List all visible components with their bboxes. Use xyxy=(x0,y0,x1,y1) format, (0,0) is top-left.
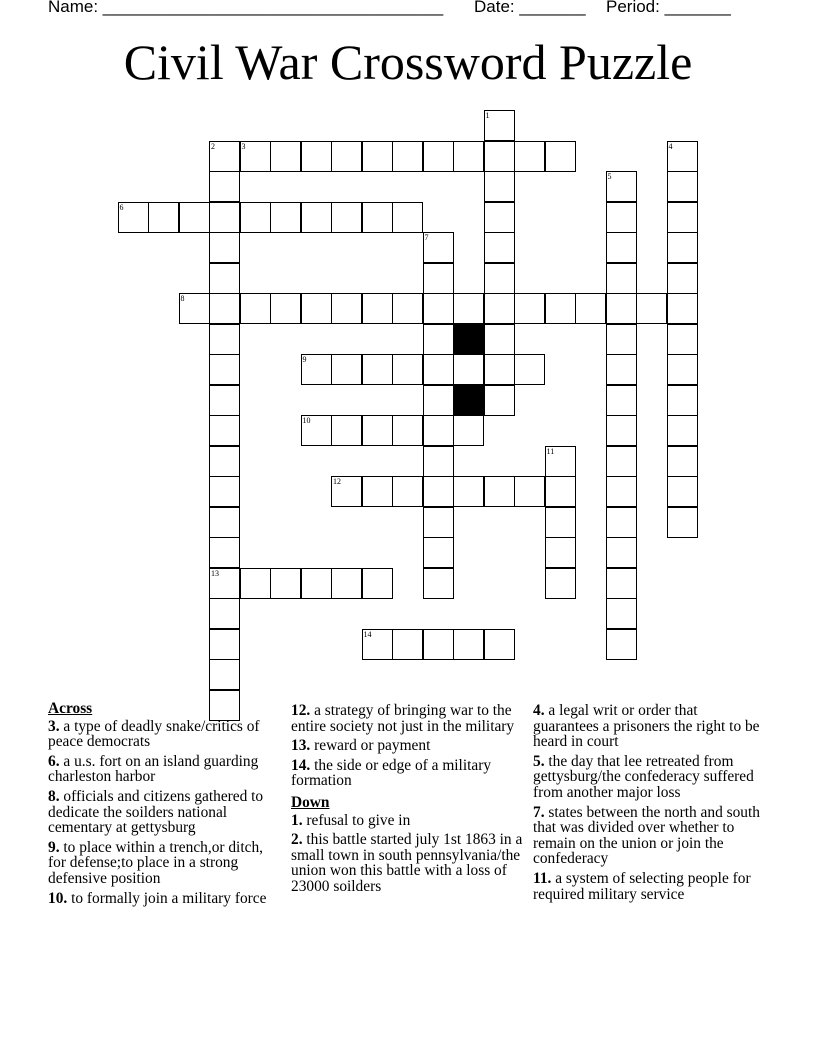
crossword-cell[interactable] xyxy=(606,629,637,660)
crossword-cell[interactable] xyxy=(301,568,332,599)
crossword-cell[interactable] xyxy=(209,659,240,690)
crossword-cell[interactable] xyxy=(331,415,362,446)
crossword-cell[interactable] xyxy=(331,568,362,599)
crossword-cell[interactable] xyxy=(606,568,637,599)
crossword-cell[interactable] xyxy=(667,171,698,202)
clue-across-12: 12. a strategy of bringing war to the entire society not just in the military xyxy=(291,702,515,735)
clue-across-8: 8. officials and citizens gathered to dedicate the soilders national cementary at gettysburg xyxy=(48,787,264,837)
crossword-cell[interactable] xyxy=(240,293,271,324)
crossword-cell[interactable] xyxy=(484,263,515,294)
across-heading: Across xyxy=(48,700,93,717)
crossword-cell[interactable] xyxy=(606,324,637,355)
crossword-cell[interactable] xyxy=(606,171,637,202)
crossword-cell[interactable] xyxy=(514,354,545,385)
crossword-cell[interactable] xyxy=(423,293,454,324)
crossword-cell[interactable] xyxy=(362,415,393,446)
period-field-label[interactable]: Period: _______ xyxy=(606,0,731,16)
crossword-cell[interactable] xyxy=(392,141,423,172)
clue-number: 3 xyxy=(241,141,246,151)
crossword-cell[interactable] xyxy=(545,141,576,172)
crossword-cell[interactable] xyxy=(453,354,484,385)
crossword-cell[interactable] xyxy=(484,232,515,263)
crossword-cell[interactable] xyxy=(362,568,393,599)
crossword-cell[interactable] xyxy=(392,354,423,385)
clue-number: 12 xyxy=(333,477,341,486)
crossword-cell[interactable] xyxy=(179,293,210,324)
down-heading: Down xyxy=(291,793,330,811)
crossword-cell[interactable] xyxy=(392,415,423,446)
crossword-cell[interactable] xyxy=(545,293,576,324)
date-field-label[interactable]: Date: _______ xyxy=(474,0,586,16)
crossword-cell[interactable] xyxy=(606,354,637,385)
crossword-cell[interactable] xyxy=(270,141,301,172)
crossword-cell[interactable] xyxy=(331,141,362,172)
clue-across-9: 9. to place within a trench,or ditch, for defense;to place in a strong defensive position xyxy=(48,838,263,887)
crossword-cell[interactable] xyxy=(484,354,515,385)
crossword-cell[interactable] xyxy=(423,568,454,599)
crossword-cell[interactable] xyxy=(270,202,301,233)
crossword-cell[interactable] xyxy=(606,537,637,568)
crossword-cell[interactable] xyxy=(606,598,637,629)
crossword-cell[interactable] xyxy=(667,385,698,416)
crossword-cell[interactable] xyxy=(423,629,454,660)
crossword-cell[interactable] xyxy=(270,293,301,324)
clue-down-4: 4. a legal writ or order that guarantees a prisoners the right to be heard in court xyxy=(533,702,760,751)
crossword-cell[interactable] xyxy=(209,385,240,416)
crossword-cell[interactable] xyxy=(484,629,515,660)
clue-across-10: 10. to formally join a military force xyxy=(48,889,267,907)
crossword-cell[interactable] xyxy=(209,232,240,263)
crossword-cell[interactable] xyxy=(545,568,576,599)
crossword-cell[interactable] xyxy=(606,415,637,446)
crossword-cell[interactable] xyxy=(392,629,423,660)
crossword-cell[interactable] xyxy=(331,202,362,233)
clue-number: 13 xyxy=(211,568,219,578)
crossword-cell[interactable] xyxy=(179,202,210,233)
crossword-cell[interactable] xyxy=(392,476,423,507)
crossword-cell[interactable] xyxy=(209,354,240,385)
clue-number: 11 xyxy=(546,446,555,456)
clue-number: 14 xyxy=(363,629,372,639)
clues-column-3 xyxy=(533,699,765,906)
name-field-label[interactable]: Name: ____________________________________ xyxy=(48,0,444,16)
crossword-cell[interactable] xyxy=(240,568,271,599)
crossword-cell[interactable] xyxy=(514,293,545,324)
crossword-cell[interactable] xyxy=(240,202,271,233)
crossword-cell[interactable] xyxy=(667,232,698,263)
crossword-cell[interactable] xyxy=(423,263,454,294)
crossword-cell[interactable] xyxy=(392,202,423,233)
crossword-cell[interactable] xyxy=(209,598,240,629)
crossword-cell[interactable] xyxy=(362,202,393,233)
crossword-cell[interactable] xyxy=(453,293,484,324)
clue-down-1: 1. refusal to give in xyxy=(291,811,411,829)
crossword-cell[interactable] xyxy=(301,141,332,172)
clues-column-2 xyxy=(291,699,523,899)
crossword-cell[interactable] xyxy=(667,263,698,294)
crossword-cell[interactable] xyxy=(301,293,332,324)
clue-down-2: 2. this battle started july 1st 1863 in a small town in south pennsylvania/the union won this battle with a loss of 23000 soilders xyxy=(291,831,523,895)
crossword-cell[interactable] xyxy=(484,202,515,233)
crossword-cell[interactable] xyxy=(209,263,240,294)
crossword-cell[interactable] xyxy=(606,232,637,263)
clue-across-14: 14. the side or edge of a military formation xyxy=(291,756,492,790)
crossword-cell[interactable] xyxy=(606,385,637,416)
crossword-cell[interactable] xyxy=(514,476,545,507)
crossword-cell[interactable] xyxy=(301,354,332,385)
crossword-cell[interactable] xyxy=(667,324,698,355)
crossword-cell[interactable] xyxy=(545,537,576,568)
crossword-cell[interactable] xyxy=(301,415,332,446)
crossword-cell[interactable] xyxy=(270,568,301,599)
clue-number: 6 xyxy=(119,202,124,212)
crossword-cell[interactable] xyxy=(423,232,454,263)
crossword-cell[interactable] xyxy=(209,202,240,233)
clue-down-5: 5. the day that lee retreated from gettysburg/the confederacy suffered from another major loss xyxy=(533,752,754,801)
crossword-cell[interactable] xyxy=(575,293,606,324)
clue-down-7: 7. states between the north and south that was divided over whether to remain on the union or join the confederacy xyxy=(533,803,760,868)
crossword-cell[interactable] xyxy=(545,507,576,538)
crossword-cell[interactable] xyxy=(606,263,637,294)
crossword-cell[interactable] xyxy=(423,324,454,355)
crossword-cell[interactable] xyxy=(545,476,576,507)
crossword-cell[interactable] xyxy=(606,476,637,507)
crossword-cell[interactable] xyxy=(209,446,240,477)
crossword-cell[interactable] xyxy=(209,171,240,202)
clue-across-6: 6. a u.s. fort on an island guarding charleston harbor xyxy=(48,752,259,786)
crossword-cell[interactable] xyxy=(423,415,454,446)
clues-column-1 xyxy=(48,699,280,910)
crossword-cell[interactable] xyxy=(331,476,362,507)
crossword-cell[interactable] xyxy=(423,507,454,538)
crossword-cell[interactable] xyxy=(667,476,698,507)
crossword-cell[interactable] xyxy=(301,202,332,233)
crossword-cell[interactable] xyxy=(209,141,240,172)
crossword-cell[interactable] xyxy=(606,293,637,324)
crossword-cell[interactable] xyxy=(362,141,393,172)
crossword-cell[interactable] xyxy=(423,446,454,477)
crossword-cell[interactable] xyxy=(423,141,454,172)
crossword-cell[interactable] xyxy=(484,110,515,141)
crossword-cell[interactable] xyxy=(362,293,393,324)
crossword-cell[interactable] xyxy=(667,446,698,477)
crossword-cell[interactable] xyxy=(362,629,393,660)
crossword-cell[interactable] xyxy=(636,293,667,324)
crossword-cell[interactable] xyxy=(667,354,698,385)
crossword-cell[interactable] xyxy=(331,293,362,324)
clue-down-11: 11. a system of selecting people for required military service xyxy=(533,869,751,903)
crossword-cell[interactable] xyxy=(148,202,179,233)
crossword-cell[interactable] xyxy=(240,141,271,172)
crossword-cell[interactable] xyxy=(423,537,454,568)
clue-number: 9 xyxy=(302,355,307,364)
crossword-cell[interactable] xyxy=(667,202,698,233)
crossword-cell[interactable] xyxy=(423,476,454,507)
crossword-cell[interactable] xyxy=(362,354,393,385)
crossword-cell[interactable] xyxy=(667,507,698,538)
crossword-cell[interactable] xyxy=(453,629,484,660)
crossword-cell[interactable] xyxy=(209,476,240,507)
crossword-cell[interactable] xyxy=(453,141,484,172)
crossword-cell[interactable] xyxy=(484,476,515,507)
clue-number: 10 xyxy=(302,416,311,425)
crossword-cell[interactable] xyxy=(209,293,240,324)
crossword-cell[interactable] xyxy=(453,415,484,446)
crossword-cell[interactable] xyxy=(423,354,454,385)
crossword-cell[interactable] xyxy=(545,446,576,477)
crossword-cell[interactable] xyxy=(209,324,240,355)
clue-number: 5 xyxy=(607,172,612,181)
crossword-cell[interactable] xyxy=(423,385,454,416)
crossword-cell[interactable] xyxy=(209,629,240,660)
crossword-cell[interactable] xyxy=(606,202,637,233)
crossword-cell[interactable] xyxy=(606,446,637,477)
crossword-cell[interactable] xyxy=(392,293,423,324)
crossword-cell[interactable] xyxy=(606,507,637,538)
crossword-cell[interactable] xyxy=(514,141,545,172)
clue-number: 8 xyxy=(180,294,185,303)
crossword-cell[interactable] xyxy=(667,293,698,324)
crossword-cell[interactable] xyxy=(362,476,393,507)
crossword-cell[interactable] xyxy=(667,415,698,446)
clue-number: 4 xyxy=(668,141,673,151)
crossword-cell[interactable] xyxy=(453,476,484,507)
clue-number: 7 xyxy=(424,233,429,242)
crossword-cell[interactable] xyxy=(484,141,515,172)
crossword-cell[interactable] xyxy=(209,507,240,538)
clue-number: 2 xyxy=(211,141,215,151)
crossword-cell[interactable] xyxy=(209,537,240,568)
crossword-cell[interactable] xyxy=(484,385,515,416)
crossword-cell[interactable] xyxy=(667,141,698,172)
crossword-black-cell xyxy=(453,385,484,416)
crossword-cell[interactable] xyxy=(118,202,149,233)
clue-across-13: 13. reward or payment xyxy=(291,737,431,755)
crossword-cell[interactable] xyxy=(484,293,515,324)
clue-number: 1 xyxy=(485,111,490,120)
crossword-cell[interactable] xyxy=(209,415,240,446)
crossword-cell[interactable] xyxy=(484,171,515,202)
crossword-cell[interactable] xyxy=(209,568,240,599)
crossword-cell[interactable] xyxy=(331,354,362,385)
puzzle-title: Civil War Crossword Puzzle xyxy=(123,34,693,90)
crossword-cell[interactable] xyxy=(484,324,515,355)
crossword-black-cell xyxy=(453,324,484,355)
clue-across-3: 3. a type of deadly snake/critics of peace democrats xyxy=(48,717,260,751)
